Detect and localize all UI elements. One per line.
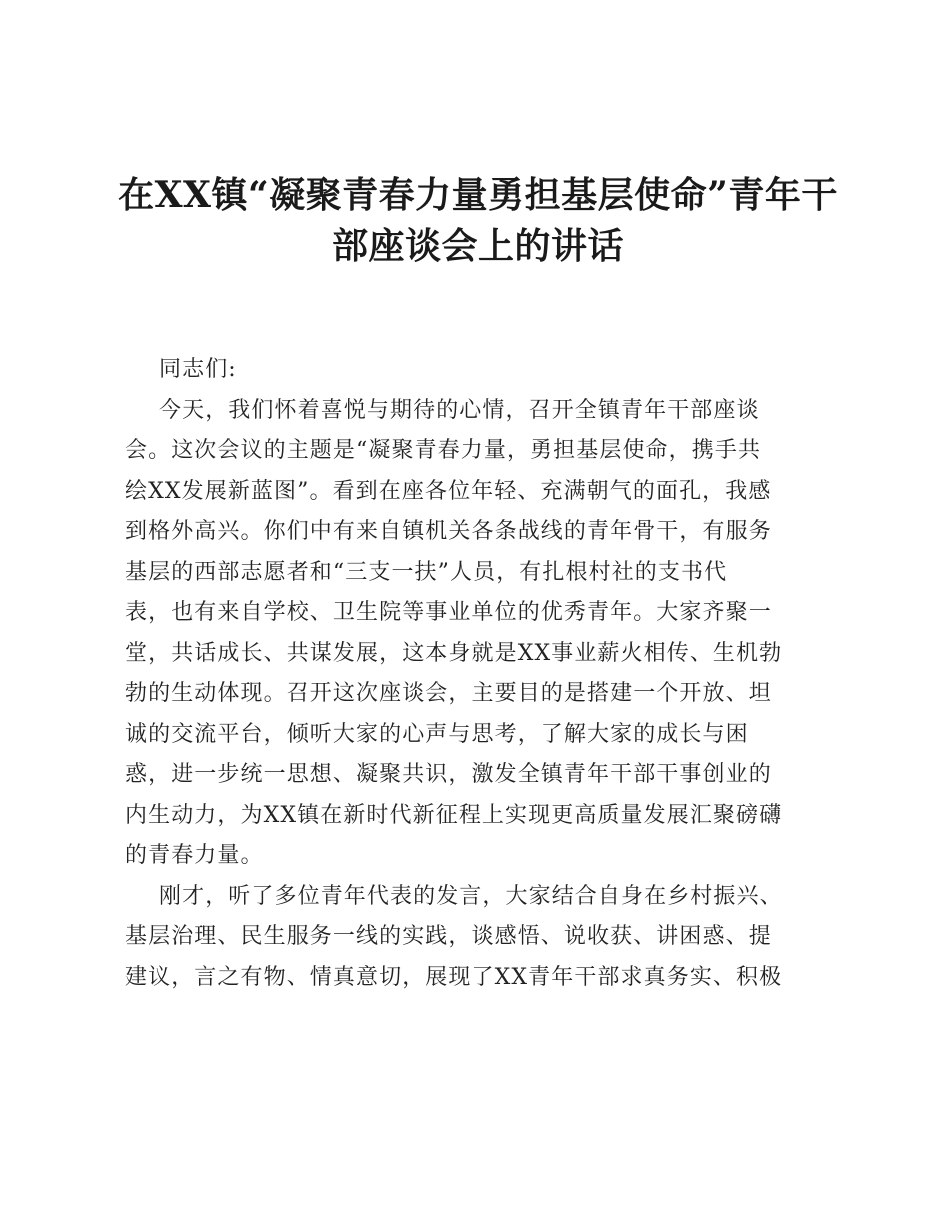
body-line: 的青春力量。 [125,843,264,868]
body-line: 到格外高兴。你们中有来自镇机关各条战线的青年骨干，有服务 [125,519,772,544]
title-line-1: 在XX镇“凝聚青春力量勇担基层使命”青年干 [118,174,838,216]
body-line: 刚才，听了多位青年代表的发言，大家结合自身在乡村振兴、 [159,883,783,909]
body-line: 绘XX发展新蓝图”。看到在座各位年轻、充满朝气的面孔，我感 [125,478,772,504]
body-line: 内生动力，为XX镇在新时代新征程上实现更高质量发展汇聚磅礴 [125,802,783,828]
body-line: 建议，言之有物、情真意切，展现了XX青年干部求真务实、积极 [125,964,783,990]
body-line: 基层治理、民生服务一线的实践，谈感悟、说收获、讲困惑、提 [125,924,772,949]
body-line: 堂，共话成长、共谋发展，这本身就是XX事业薪火相传、生机勃 [125,640,783,666]
document-body [125,350,837,998]
title-line-2: 部座谈会上的讲话 [331,225,624,267]
body-line: 基层的西部志愿者和“三支一扶”人员，有扎根村社的支书代 [125,559,728,585]
body-line: 今天，我们怀着喜悦与期待的心情，召开全镇青年干部座谈 [159,397,760,423]
body-line: 诚的交流平台，倾听大家的心声与思考，了解大家的成长与困 [125,721,749,747]
body-line: 会。这次会议的主题是“凝聚青春力量，勇担基层使命，携手共 [125,438,762,463]
body-line: 惑，进一步统一思想、凝聚共识，激发全镇青年干部干事创业的 [125,762,772,787]
document-title [118,170,838,272]
body-line: 勃的生动体现。召开这次座谈会，主要目的是搭建一个开放、坦 [125,681,772,706]
salutation-line: 同志们: [159,357,237,382]
body-line: 表，也有来自学校、卫生院等事业单位的优秀青年。大家齐聚一 [125,600,772,625]
